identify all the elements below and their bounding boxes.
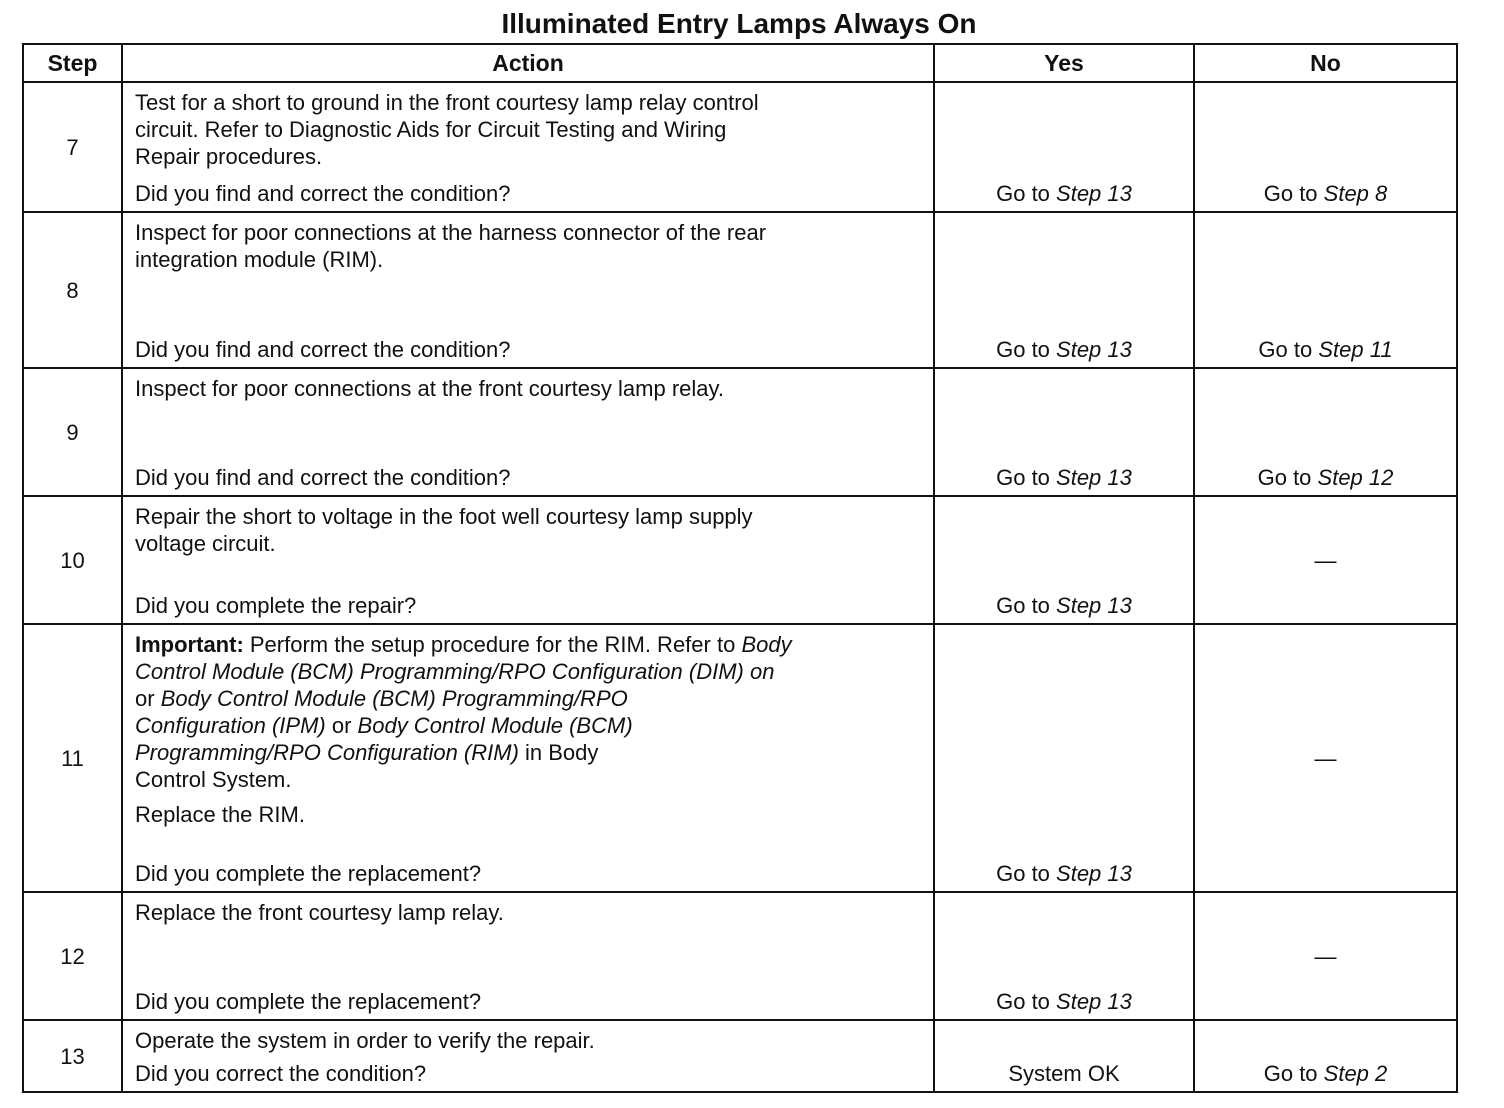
no-result-dash: — <box>1194 496 1457 624</box>
action-cell <box>122 1020 934 1092</box>
yes-result <box>934 82 1194 212</box>
header-no: No <box>1194 44 1457 82</box>
table-row <box>23 496 1457 624</box>
no-step-link[interactable]: Step 11 <box>1318 337 1393 362</box>
important-line <box>135 712 921 739</box>
step-number: 11 <box>23 624 122 892</box>
yes-step-link[interactable]: Step 13 <box>1056 465 1132 490</box>
no-step-link[interactable]: Step 2 <box>1323 1061 1388 1086</box>
step-number: 7 <box>23 82 122 212</box>
action-question: Did you complete the replacement? <box>135 989 482 1014</box>
yes-result <box>934 496 1194 624</box>
action-line: Replace the front courtesy lamp relay. <box>135 900 504 925</box>
action-line: integration module (RIM). <box>135 247 384 272</box>
yes-prefix: Go to <box>996 989 1057 1014</box>
step-number: 13 <box>23 1020 122 1092</box>
important-text: in Body <box>518 740 599 765</box>
reference-link[interactable]: Body <box>741 632 792 657</box>
yes-step-link[interactable]: Step 13 <box>1056 861 1132 886</box>
important-line: Control System. <box>135 767 292 792</box>
yes-prefix: Go to <box>996 861 1057 886</box>
important-line <box>135 739 921 766</box>
no-step-link[interactable]: Step 8 <box>1323 181 1388 206</box>
yes-step-link[interactable]: Step 13 <box>1056 989 1132 1014</box>
no-result-dash: — <box>1194 892 1457 1020</box>
no-step-link[interactable]: Step 12 <box>1317 465 1394 490</box>
action-cell <box>122 624 934 892</box>
no-result <box>1194 1020 1457 1092</box>
important-text: or <box>325 713 358 738</box>
reference-link[interactable]: Programming/RPO Configuration (RIM) <box>135 740 519 765</box>
action-cell <box>122 82 934 212</box>
table-row <box>23 1020 1457 1092</box>
step-number: 12 <box>23 892 122 1020</box>
header-row <box>23 44 1457 82</box>
yes-result <box>934 624 1194 892</box>
no-result <box>1194 82 1457 212</box>
step-number: 10 <box>23 496 122 624</box>
action-line: Test for a short to ground in the front courtesy lamp relay control <box>135 90 759 115</box>
header-step: Step <box>23 44 122 82</box>
yes-result <box>934 212 1194 368</box>
action-line: voltage circuit. <box>135 531 276 556</box>
table-row <box>23 624 1457 892</box>
table-row <box>23 82 1457 212</box>
action-line: Repair procedures. <box>135 144 323 169</box>
action-cell <box>122 212 934 368</box>
important-line <box>135 631 921 658</box>
no-prefix: Go to <box>1258 337 1319 362</box>
reference-link[interactable]: Configuration (IPM) <box>135 713 326 738</box>
action-question: Did you complete the repair? <box>135 593 417 618</box>
no-result <box>1194 368 1457 496</box>
yes-step-link[interactable]: Step 13 <box>1056 593 1132 618</box>
yes-result <box>934 892 1194 1020</box>
reference-link[interactable]: Body Control Module (BCM) <box>357 713 633 738</box>
action-line: Repair the short to voltage in the foot well courtesy lamp supply <box>135 504 753 529</box>
action-line: Replace the RIM. <box>135 802 305 827</box>
yes-prefix: Go to <box>996 465 1057 490</box>
no-result <box>1194 212 1457 368</box>
action-question: Did you complete the replacement? <box>135 861 482 886</box>
page-title: Illuminated Entry Lamps Always On <box>501 8 977 39</box>
important-text: on <box>749 659 775 684</box>
important-line <box>135 658 921 685</box>
important-text: Perform the setup procedure for the RIM. Refer to <box>243 632 742 657</box>
table-row <box>23 368 1457 496</box>
diagnostic-table <box>22 43 1458 1093</box>
header-action: Action <box>122 44 934 82</box>
step-number: 9 <box>23 368 122 496</box>
action-question: Did you find and correct the condition? <box>135 337 511 362</box>
table-row <box>23 212 1457 368</box>
yes-prefix: Go to <box>996 593 1057 618</box>
yes-result: System OK <box>934 1020 1194 1092</box>
reference-link[interactable]: Control Module (BCM) Programming/RPO Configuration (DIM) <box>135 659 744 684</box>
step-number: 8 <box>23 212 122 368</box>
yes-prefix: Go to <box>996 181 1057 206</box>
reference-link[interactable]: Body Control Module (BCM) Programming/RPO <box>160 686 628 711</box>
yes-prefix: Go to <box>996 337 1057 362</box>
action-question: Did you find and correct the condition? <box>135 465 511 490</box>
action-line: Inspect for poor connections at the front courtesy lamp relay. <box>135 376 725 401</box>
no-result-dash: — <box>1194 624 1457 892</box>
important-line <box>135 685 921 712</box>
yes-result <box>934 368 1194 496</box>
action-cell <box>122 892 934 1020</box>
action-question: Did you find and correct the condition? <box>135 181 511 206</box>
action-cell <box>122 368 934 496</box>
action-line: circuit. Refer to Diagnostic Aids for Circuit Testing and Wiring <box>135 117 727 142</box>
action-question: Did you correct the condition? <box>135 1061 427 1086</box>
yes-step-link[interactable]: Step 13 <box>1056 181 1132 206</box>
no-prefix: Go to <box>1263 181 1324 206</box>
no-prefix: Go to <box>1257 465 1318 490</box>
important-text: or <box>135 686 161 711</box>
action-line: Inspect for poor connections at the harness connector of the rear <box>135 220 767 245</box>
yes-step-link[interactable]: Step 13 <box>1056 337 1132 362</box>
important-label: Important: <box>135 632 244 657</box>
table-row <box>23 892 1457 1020</box>
action-line: Operate the system in order to verify the repair. <box>135 1028 595 1053</box>
action-cell <box>122 496 934 624</box>
header-yes: Yes <box>934 44 1194 82</box>
no-prefix: Go to <box>1263 1061 1324 1086</box>
